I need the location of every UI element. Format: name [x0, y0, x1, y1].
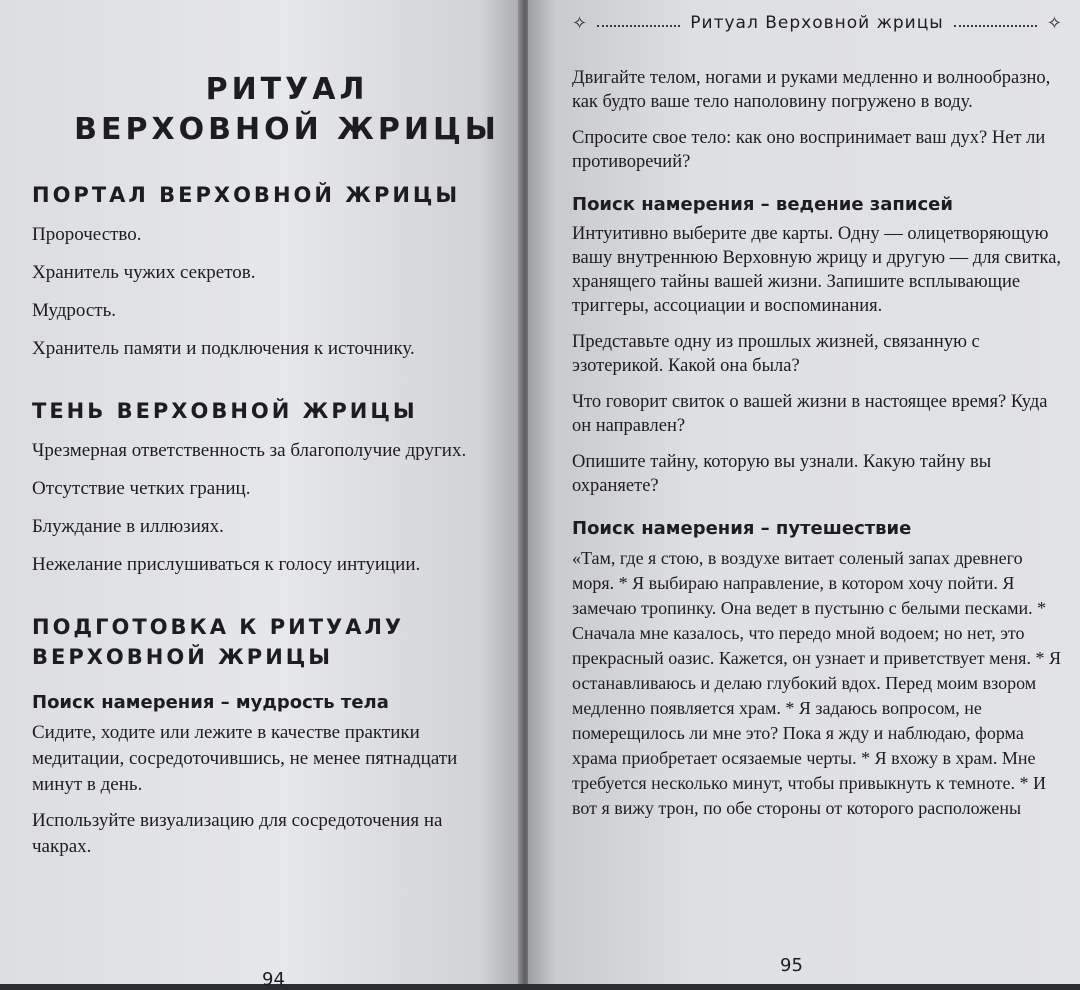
ritual-title-line-1: РИТУАЛ — [205, 72, 369, 107]
ritual-title — [32, 70, 502, 150]
journaling-paragraph: Что говорит свиток о вашей жизни в настоящее время? Куда он направлен? — [572, 392, 1048, 436]
running-header — [572, 0, 1062, 46]
portal-heading: ПОРТАЛ ВЕРХОВНОЙ ЖРИЦЫ — [32, 183, 461, 207]
left-page — [0, 0, 522, 990]
page-number-right: 95 — [780, 955, 803, 976]
shadow-item: Блуждание в иллюзиях. — [32, 516, 224, 537]
intro-paragraph: Спросите свое тело: как оно воспринимает ваш дух? Нет ли противоречий? — [572, 128, 1046, 172]
journey-paragraph: «Там, где я стою, в воздухе витает соленый запах древнего моря. * Я выбираю направление, в котором хочу пойти. Я замечаю тропинку. Она ведет в пустыню с белыми песками. * Сначала мне казалось, что передо мной водоем; но нет, это прекрасный оазис. Кажется, он узнает и приветствует меня. * Я останавливаюсь и делаю глубокий вдох. Перед моим взором медленно появляется храм. * Я задаюсь вопросом, не померещилось ли мне это? Пока я жду и наблюдаю, форма храма приобретает осязаемые черты. * Я вхожу в храм. Мне требуется несколько минут, чтобы привыкнуть к темноте. * И вот я вижу трон, по обе стороны от которого расположены — [572, 548, 1061, 818]
shadow-section — [32, 396, 502, 578]
preparation-paragraph: Используйте визуализацию для сосредоточения на чакрах. — [32, 810, 443, 857]
journaling-subhead: Поиск намерения – ведение записей — [572, 194, 953, 215]
portal-item: Пророчество. — [32, 224, 142, 245]
sparkle-star-icon: ✧ — [572, 12, 588, 34]
header-dotted-rule — [597, 25, 680, 27]
journaling-paragraph: Представьте одну из прошлых жизней, связанную с эзотерикой. Какой она была? — [572, 332, 980, 376]
sparkle-star-icon: ✧ — [1046, 12, 1062, 34]
journey-subhead: Поиск намерения – путешествие — [572, 518, 912, 539]
preparation-heading-line-1: ПОДГОТОВКА К РИТУАЛУ — [32, 615, 405, 639]
preparation-section — [32, 612, 502, 860]
shadow-heading: ТЕНЬ ВЕРХОВНОЙ ЖРИЦЫ — [32, 399, 418, 423]
running-title: Ритуал Верховной жрицы — [690, 13, 944, 33]
ritual-title-line-2: ВЕРХОВНОЙ ЖРИЦЫ — [74, 112, 500, 147]
header-dotted-rule — [954, 25, 1037, 27]
intro-paragraph: Двигайте телом, ногами и руками медленно и волнообразно, как будто ваше тело наполовину погружено в воду. — [572, 68, 1051, 112]
portal-item: Хранитель чужих секретов. — [32, 262, 256, 283]
shadow-item: Чрезмерная ответственность за благополучие других. — [32, 440, 467, 461]
intro-block — [572, 66, 1062, 174]
page-number-left: 94 — [262, 969, 285, 990]
shadow-item: Нежелание прислушиваться к голосу интуиции. — [32, 554, 421, 575]
journaling-paragraph: Опишите тайну, которую вы узнали. Какую тайну вы охраняете? — [572, 452, 992, 496]
preparation-heading-line-2: ВЕРХОВНОЙ ЖРИЦЫ — [32, 645, 334, 669]
preparation-heading — [32, 612, 502, 672]
portal-item: Хранитель памяти и подключения к источнику. — [32, 338, 415, 359]
portal-item: Мудрость. — [32, 300, 117, 321]
shadow-item: Отсутствие четких границ. — [32, 478, 251, 499]
preparation-paragraph: Сидите, ходите или лежите в качестве практики медитации, сосредоточившись, не менее пятнадцати минут в день. — [32, 722, 458, 795]
portal-section — [32, 180, 502, 362]
right-page — [528, 0, 1080, 984]
journaling-section — [572, 192, 1062, 498]
body-wisdom-subhead: Поиск намерения – мудрость тела — [32, 692, 389, 713]
journaling-paragraph: Интуитивно выберите две карты. Одну — олицетворяющую вашу внутреннюю Верховную жрицу и другую — для свитка, хранящего тайны вашей жизни. Запишите всплывающие триггеры, ассоциации и воспоминания. — [572, 224, 1062, 316]
journey-section — [572, 516, 1062, 821]
